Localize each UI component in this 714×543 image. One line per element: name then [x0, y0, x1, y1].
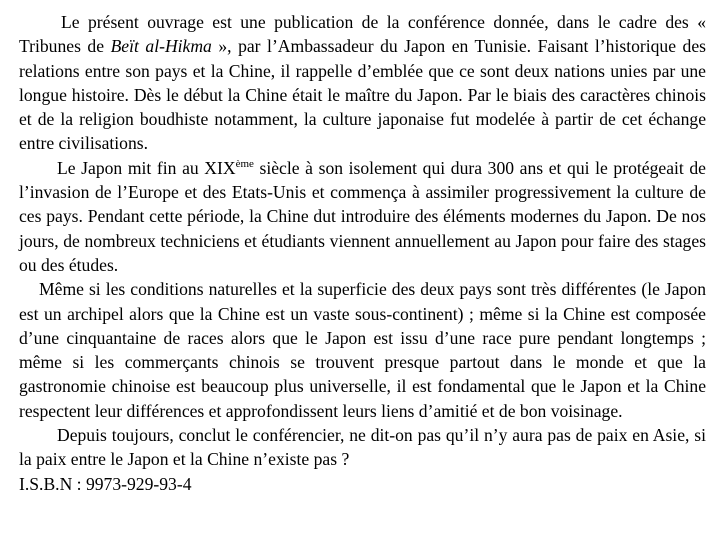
isbn-line: I.S.B.N : 9973-929-93-4	[19, 473, 192, 494]
paragraph-intro	[19, 10, 706, 156]
paragraph-intro-text-end: », par l’Ambassadeur du Japon en Tunisie. Faisant l’historique des relations entre son pays et la Chine, il rappelle d’emblée que ce sont deux nations unies par une longue histoire. Dès le début la Chine était le maître du Japon. Par le biais des caractères chinois et de la religion boudhiste notamment, la culture japonaise fut modelée à partir de cet échange entre civilisations.	[19, 36, 706, 154]
paragraph-japan-isolation-text-start: Le Japon mit fin au XIX	[57, 157, 236, 178]
paragraph-conclusion: Depuis toujours, conclut le conférencier, ne dit-on pas qu’il n’y aura pas de paix en Asie, si la paix entre le Japon et la Chine n’existe pas ?	[19, 425, 706, 470]
paragraph-japan-isolation	[19, 156, 706, 277]
beit-al-hikma-title: Beït al-Hikma	[110, 36, 212, 57]
paragraph-japan-isolation-text-end: siècle à son isolement qui dura 300 ans et qui le protégeait de l’invasion de l’Europe et des Etats-Unis et commença à assimiler progressivement la culture de ces pays. Pendant cette période, la Chine dut introduire des éléments modernes du Japon. De nos jours, de nombreux techniciens et étudiants viennent annuellement au Japon pour faire des stages ou des études.	[19, 157, 706, 275]
century-superscript: ème	[235, 157, 254, 170]
paragraph-intro-text-start: Le présent ouvrage est une publication de la conférence donnée, dans le cadre des « Tribunes de	[19, 12, 706, 57]
paragraph-differences: Même si les conditions naturelles et la superficie des deux pays sont très différentes (le Japon est un archipel alors que la Chine est un vaste sous-continent) ; même si la Chine est composée d’une cinquantaine de races alors que le Japon est issu d’une race pure pendant longtemps ; même si les commerçants chinois se trouvent presque partout dans le monde et que la gastronomie chinoise est beaucoup plus universelle, il est fondamental que le Japon et la Chine respectent leur différences et approfondissent leurs liens d’amitié et de bon voisinage.	[19, 279, 706, 421]
